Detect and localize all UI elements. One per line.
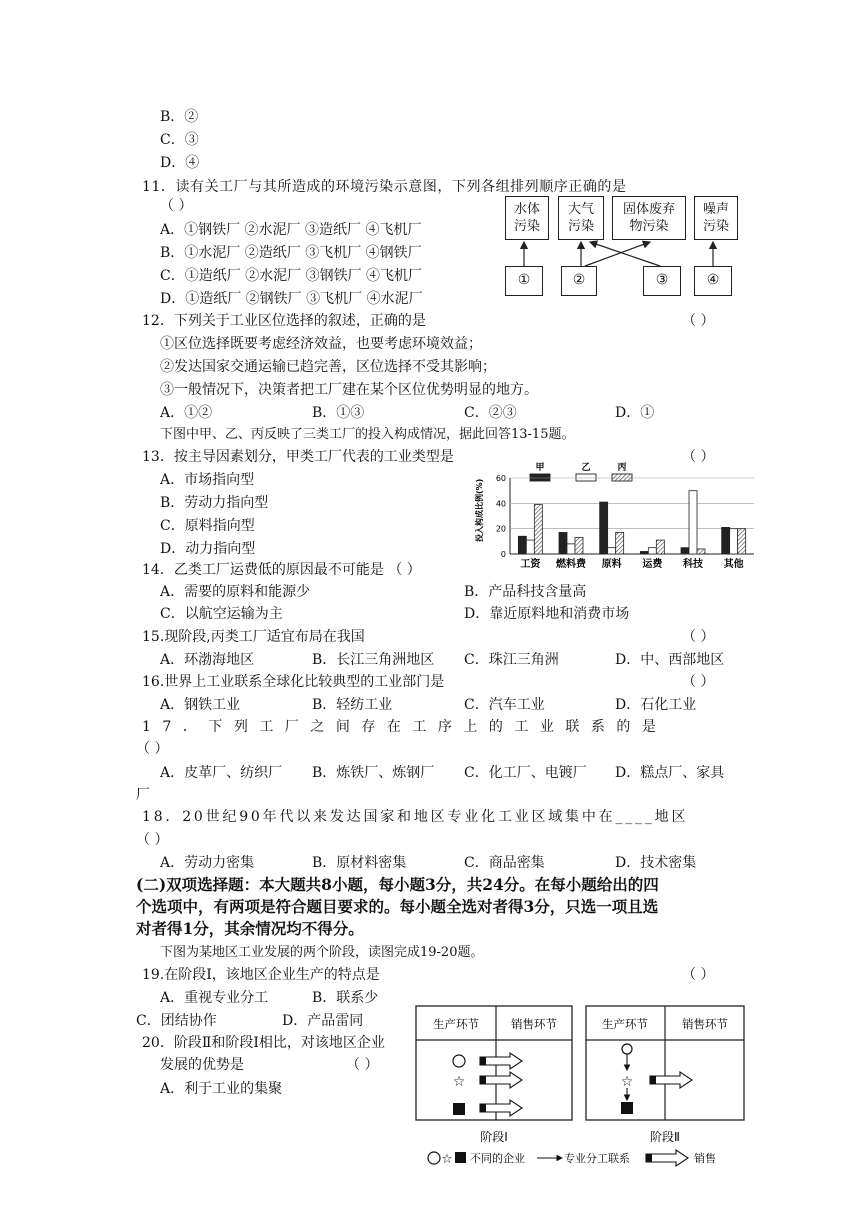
q12-paren: （ ） — [682, 313, 715, 329]
q14-option-c: C．以航空运输为主 — [160, 606, 283, 622]
bottom-box-2: ② — [561, 266, 597, 296]
q13-option-d: D．动力指向型 — [160, 541, 256, 557]
input-structure-chart — [468, 462, 760, 570]
legend-swatch — [530, 474, 550, 481]
stage2-col-prod: 生产环节 — [602, 1017, 648, 1031]
legend-sale: 销售 — [694, 1152, 716, 1165]
q14-stem: 14．乙类工厂运费低的原因最不可能是 （ ） — [142, 562, 421, 578]
q11-option-b: B．①水泥厂 ②造纸厂 ③飞机厂 ④钢铁厂 — [160, 245, 422, 261]
q20-stem-line2: 发展的优势是 — [160, 1057, 244, 1073]
y-tick-label: 40 — [495, 499, 506, 509]
legend-label: 甲 — [535, 463, 545, 473]
q18-paren: （ ） — [136, 832, 169, 848]
q12-option-c: C．②③ — [464, 405, 517, 421]
bar — [518, 536, 526, 554]
q15-option-d: D．中、西部地区 — [615, 652, 725, 668]
enterprise-circle — [453, 1055, 465, 1067]
section2-line1: (二)双项选择题：本大题共8小题，每小题3分，共24分。在每小题给出的四 — [136, 875, 659, 894]
legend-swatch — [612, 474, 632, 481]
q19-option-b: B．联系少 — [312, 990, 379, 1006]
q18-option-d: D．技术密集 — [615, 855, 697, 871]
q11-stem: 11．读有关工厂与其所造成的环境污染示意图，下列各组排列顺序正确的是 — [142, 179, 627, 195]
q11-paren: （ ） — [160, 198, 193, 214]
q16-option-d: D．石化工业 — [615, 697, 697, 713]
top-box-water: 水体 污染 — [505, 196, 549, 240]
q18-option-b: B．原材料密集 — [312, 855, 407, 871]
top-box-noise: 噪声 污染 — [694, 196, 738, 240]
q17-paren: （ ） — [136, 741, 169, 757]
bottom-box-3: ③ — [643, 266, 681, 296]
stage2-panel — [586, 1006, 744, 1144]
q14-option-a: A．需要的原料和能源少 — [160, 584, 311, 600]
stage-legend — [428, 1150, 716, 1167]
bar — [559, 532, 567, 554]
legend-label: 丙 — [617, 463, 627, 473]
intro-13-15: 下图中甲、乙、丙反映了三类工厂的投入构成情况，据此回答13-15题。 — [160, 427, 575, 442]
x-tick-label: 科技 — [683, 559, 703, 570]
bar — [656, 540, 664, 554]
q17-option-a: A．皮革厂、纺织厂 — [160, 765, 283, 781]
q15-paren: （ ） — [682, 629, 715, 645]
legend-enterprise: 不同的企业 — [470, 1152, 525, 1165]
stage2-label: 阶段Ⅱ — [650, 1130, 680, 1144]
y-tick-label: 0 — [500, 550, 506, 559]
intro-19-20: 下图为某地区工业发展的两个阶段，读图完成19-20题。 — [160, 945, 484, 960]
q19-paren: （ ） — [682, 967, 715, 983]
q14-option-b: B．产品科技含量高 — [464, 584, 587, 600]
option-d: D．④ — [160, 155, 200, 171]
bar — [640, 551, 648, 554]
section2-line3: 对者得1分，其余情况均不得分。 — [136, 919, 364, 938]
q19-option-c: C．团结协作 — [136, 1013, 217, 1029]
q17-option-c: C．化工厂、电镀厂 — [464, 765, 587, 781]
bar — [616, 532, 624, 554]
x-tick-label: 燃料费 — [556, 559, 586, 570]
q20-stem-line1: 20．阶段Ⅱ和阶段Ⅰ相比，对该地区企业 — [142, 1035, 385, 1051]
option-c: C．③ — [160, 132, 199, 148]
q13-stem: 13．按主导因素划分，甲类工厂代表的工业类型是 — [142, 449, 454, 465]
bar — [567, 544, 575, 554]
x-tick-label: 其他 — [723, 559, 744, 570]
q11-option-c: C．①造纸厂 ②水泥厂 ③钢铁厂 ④飞机厂 — [160, 268, 423, 284]
q12-option-b: B．①③ — [312, 405, 365, 421]
stage2-col-sales: 销售环节 — [682, 1017, 728, 1031]
q12-option-d: D．① — [615, 405, 655, 421]
x-tick-label: 原料 — [601, 559, 622, 570]
q13-option-b: B．劳动力指向型 — [160, 495, 269, 511]
q12-statement-2: ②发达国家交通运输已趋完善，区位选择不受其影响； — [160, 359, 496, 375]
y-tick-label: 60 — [495, 474, 506, 483]
q12-statement-3: ③一般情况下，决策者把工厂建在某个区位优势明显的地方。 — [160, 382, 538, 398]
q11-option-a: A．①钢铁厂 ②水泥厂 ③造纸厂 ④飞机厂 — [160, 222, 422, 238]
q15-option-c: C．珠江三角洲 — [464, 652, 559, 668]
legend-label: 乙 — [581, 463, 591, 473]
q17-option-d-wrap: 厂 — [136, 787, 150, 803]
bar — [526, 540, 534, 554]
pollution-arrows — [500, 238, 750, 268]
q13-option-c: C．原料指向型 — [160, 518, 255, 534]
q14-option-d: D．靠近原料地和消费市场 — [464, 606, 630, 622]
q18-stem: 18．20世纪90年代以来发达国家和地区专业化工业区域集中在____地区 — [142, 809, 689, 825]
q19-stem: 19.在阶段Ⅰ，该地区企业生产的特点是 — [142, 967, 380, 983]
q15-option-b: B．长江三角洲地区 — [312, 652, 435, 668]
bar — [689, 491, 697, 554]
chart-ylabel: 投入构成比例(%) — [475, 478, 484, 542]
enterprise-circle — [622, 1044, 632, 1054]
top-box-air: 大气 污染 — [558, 196, 604, 240]
q17-option-d: D．糕点厂、家具 — [615, 765, 725, 781]
bar — [681, 548, 689, 554]
chart-labels — [520, 557, 743, 570]
stage1-sale-arrows — [480, 1053, 522, 1116]
bar — [738, 529, 746, 554]
section2-line2: 个选项中，有两项是符合题目要求的。每小题全选对者得3分，只选一项且选 — [136, 897, 659, 916]
bar — [648, 548, 656, 554]
stage1-col-sales: 销售环节 — [511, 1017, 557, 1031]
q15-stem: 15.现阶段,丙类工厂适宜布局在我国 — [142, 629, 365, 645]
q16-paren: （ ） — [682, 674, 715, 690]
enterprise-square — [453, 1103, 465, 1115]
q18-option-c: C．商品密集 — [464, 855, 545, 871]
q19-option-a: A．重视专业分工 — [160, 990, 269, 1006]
bar — [534, 505, 542, 554]
enterprise-star: ☆ — [452, 1074, 466, 1090]
q13-paren: （ ） — [682, 449, 715, 465]
chart-bars — [518, 491, 745, 554]
y-tick-label: 20 — [495, 524, 506, 534]
x-tick-label: 工资 — [520, 559, 541, 570]
q12-statement-1: ①区位选择既要考虑经济效益，也要考虑环境效益； — [160, 336, 482, 352]
bottom-box-4: ④ — [694, 266, 732, 296]
stage1-col-prod: 生产环节 — [433, 1017, 479, 1031]
svg-text:☆: ☆ — [441, 1152, 453, 1167]
bar — [697, 549, 705, 554]
q19-option-d: D．产品雷同 — [282, 1013, 364, 1029]
q20-paren: （ ） — [346, 1057, 379, 1073]
q16-option-b: B．轻纺工业 — [312, 697, 393, 713]
q16-option-c: C．汽车工业 — [464, 697, 545, 713]
x-tick-label: 运费 — [642, 559, 663, 570]
stage-diagram — [410, 1000, 750, 1172]
q16-option-a: A．钢铁工业 — [160, 697, 241, 713]
q17-option-b: B．炼铁厂、炼钢厂 — [312, 765, 435, 781]
q20-option-a: A．利于工业的集聚 — [160, 1081, 283, 1097]
q17-stem: 17．下列工厂之间存在工序上的工业联系的是 — [142, 719, 668, 735]
legend-swatch — [576, 474, 596, 481]
top-box-solid: 固体废弃 物污染 — [612, 196, 686, 240]
q12-option-a: A．①② — [160, 405, 213, 421]
stage1-label: 阶段Ⅰ — [480, 1130, 508, 1144]
bar — [600, 502, 608, 554]
bar — [730, 529, 738, 554]
enterprise-square — [621, 1102, 633, 1114]
q11-option-d: D．①造纸厂 ②钢铁厂 ③飞机厂 ④水泥厂 — [160, 291, 423, 307]
q18-option-a: A．劳动力密集 — [160, 855, 255, 871]
stage2-sale-arrow — [650, 1072, 692, 1088]
stage1-panel — [416, 1006, 572, 1144]
bottom-box-1: ① — [505, 266, 543, 296]
q12-stem: 12．下列关于工业区位选择的叙述，正确的是 — [142, 313, 426, 329]
q13-option-a: A．市场指向型 — [160, 472, 255, 488]
enterprise-star: ☆ — [620, 1074, 634, 1090]
bar — [575, 538, 583, 554]
bar — [608, 548, 616, 554]
bar — [722, 527, 730, 554]
legend-link: 专业分工联系 — [564, 1152, 630, 1165]
q16-stem: 16.世界上工业联系全球化比较典型的工业部门是 — [142, 674, 445, 690]
q15-option-a: A．环渤海地区 — [160, 652, 255, 668]
option-b: B．② — [160, 109, 199, 125]
